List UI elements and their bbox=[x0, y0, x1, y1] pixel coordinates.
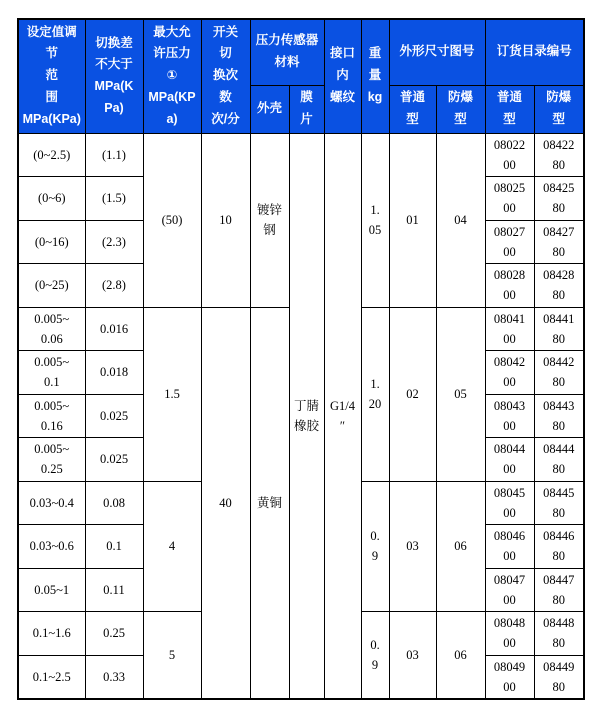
cell-line: 80 bbox=[552, 418, 566, 433]
cell-line: 最大允 bbox=[153, 24, 191, 39]
cell-line: 许压力 bbox=[153, 46, 191, 61]
weight-cell bbox=[361, 481, 389, 612]
cell-line: 内 bbox=[336, 68, 349, 83]
cell-line: 1.5 bbox=[164, 386, 180, 401]
cell-line: 1. bbox=[370, 376, 380, 391]
cell-line: 00 bbox=[503, 505, 516, 520]
cell-line: (0~2.5) bbox=[33, 147, 71, 162]
cell-line: 08442 bbox=[543, 355, 575, 369]
cell-line: 10 bbox=[219, 212, 232, 227]
cell-line: 03 bbox=[406, 647, 419, 662]
cell-line: 04 bbox=[454, 212, 467, 227]
cell-line: 0.05~1 bbox=[34, 582, 70, 597]
cell-line: (2.8) bbox=[102, 278, 126, 293]
thread-cell bbox=[324, 133, 361, 699]
cell-line: 0.1 bbox=[106, 539, 122, 554]
cell-line: 08027 bbox=[493, 224, 526, 239]
catalog-ordinary-cell bbox=[485, 612, 534, 656]
cell-line: 00 bbox=[503, 549, 516, 564]
catalog-ordinary-cell bbox=[485, 177, 534, 221]
switch-frequency-cell bbox=[201, 307, 250, 699]
catalog-explosion-proof-cell bbox=[534, 351, 584, 395]
cell-line: 00 bbox=[503, 157, 516, 172]
cell-line: 0.1~2.5 bbox=[32, 669, 71, 684]
catalog-ordinary-cell bbox=[485, 307, 534, 351]
table-header bbox=[18, 19, 584, 133]
cell-line: 钢 bbox=[263, 223, 276, 237]
range-cell bbox=[18, 655, 85, 699]
cell-line: 05 bbox=[454, 386, 467, 401]
cell-line: 防爆 bbox=[546, 90, 572, 105]
cell-line: 4 bbox=[168, 539, 176, 554]
max-pressure-cell bbox=[143, 481, 201, 612]
cell-line: 0.33 bbox=[103, 669, 125, 684]
header-switching-diff bbox=[85, 19, 143, 133]
cell-line: 外壳 bbox=[256, 101, 282, 116]
weight-cell bbox=[361, 612, 389, 700]
cell-line: 0.005~ bbox=[34, 398, 70, 413]
cell-line: 02 bbox=[406, 386, 419, 401]
cell-line: a) bbox=[166, 112, 178, 127]
catalog-explosion-proof-cell bbox=[534, 394, 584, 438]
cell-line: 普通 bbox=[400, 90, 426, 105]
cell-line: 0.03~0.6 bbox=[29, 539, 74, 554]
header-shell bbox=[250, 85, 289, 133]
cell-line: 03 bbox=[406, 539, 419, 554]
diff-cell bbox=[85, 481, 143, 525]
diaphragm-material-cell bbox=[289, 133, 324, 699]
cell-line: 08025 bbox=[493, 181, 526, 195]
cell-line: kg bbox=[367, 90, 383, 105]
cell-line: 0.025 bbox=[99, 452, 129, 467]
header-dim-explosion-proof bbox=[436, 85, 485, 133]
cell-line: 80 bbox=[552, 244, 566, 259]
range-cell bbox=[18, 220, 85, 264]
max-pressure-cell bbox=[143, 307, 201, 481]
catalog-explosion-proof-cell bbox=[534, 655, 584, 699]
cell-line: 08427 bbox=[543, 224, 575, 239]
cell-line: 次/分 bbox=[211, 112, 240, 127]
cell-line: 0.005~ bbox=[34, 355, 70, 369]
cell-line: 0.16 bbox=[40, 418, 63, 433]
cell-line: 0. bbox=[370, 637, 380, 652]
catalog-explosion-proof-cell bbox=[534, 568, 584, 612]
cell-line: 80 bbox=[552, 636, 566, 651]
cell-line: ① bbox=[166, 68, 178, 83]
diff-cell bbox=[85, 525, 143, 569]
cell-line: 08049 bbox=[493, 659, 526, 674]
dim-explosion-proof-cell bbox=[436, 133, 485, 307]
cell-line: 05 bbox=[368, 223, 382, 237]
catalog-explosion-proof-cell bbox=[534, 525, 584, 569]
cell-line: 换次 bbox=[212, 68, 238, 83]
cell-line: (0~25) bbox=[34, 278, 69, 293]
cell-line: 80 bbox=[552, 375, 566, 390]
cell-line: 08425 bbox=[543, 181, 575, 195]
cell-line: 普通 bbox=[497, 90, 523, 105]
header-weight bbox=[361, 19, 389, 133]
cell-line: MPa(KP bbox=[148, 90, 196, 105]
cell-line: 08443 bbox=[543, 398, 575, 413]
cell-line: 00 bbox=[503, 679, 516, 694]
cell-line: 0.25 bbox=[103, 626, 125, 641]
cell-line: 00 bbox=[503, 375, 516, 390]
diff-cell bbox=[85, 220, 143, 264]
diff-cell bbox=[85, 394, 143, 438]
cell-line: (1.1) bbox=[102, 147, 126, 162]
header-diaphragm bbox=[289, 85, 324, 133]
cell-line: 80 bbox=[552, 679, 566, 694]
cell-line: 螺纹 bbox=[330, 90, 356, 105]
cell-line: 量 bbox=[368, 68, 382, 83]
cell-line: 00 bbox=[503, 244, 516, 259]
cell-line: 0.016 bbox=[99, 321, 129, 336]
cell-line: 08445 bbox=[543, 485, 575, 500]
cell-line: 08422 bbox=[543, 137, 575, 152]
cell-line: 节 bbox=[45, 46, 58, 61]
header-switch-frequency bbox=[201, 19, 250, 133]
cell-line: 范 bbox=[45, 68, 58, 83]
cell-line: 0.1 bbox=[43, 375, 60, 390]
cell-line: 开关 bbox=[212, 24, 238, 39]
cell-line: 重 bbox=[368, 46, 382, 61]
cell-line: 9 bbox=[371, 658, 379, 672]
catalog-ordinary-cell bbox=[485, 220, 534, 264]
cell-line: 订货目录编号 bbox=[496, 44, 572, 59]
catalog-ordinary-cell bbox=[485, 264, 534, 308]
cell-line: 40 bbox=[219, 495, 232, 510]
range-cell bbox=[18, 394, 85, 438]
cell-line: 不大于 bbox=[95, 57, 133, 72]
catalog-explosion-proof-cell bbox=[534, 220, 584, 264]
cell-line: 数 bbox=[219, 90, 232, 105]
range-cell bbox=[18, 481, 85, 525]
cell-line: 08046 bbox=[493, 529, 526, 543]
catalog-ordinary-cell bbox=[485, 394, 534, 438]
header-max-allowed-pressure bbox=[143, 19, 201, 133]
cell-line: 08047 bbox=[493, 572, 526, 587]
weight-cell bbox=[361, 307, 389, 481]
cell-line: 08043 bbox=[493, 398, 526, 413]
cell-line: 80 bbox=[552, 462, 566, 477]
cell-line: 0. bbox=[370, 529, 380, 543]
cell-line: 压力传感器 bbox=[255, 33, 319, 48]
cell-line: 切 bbox=[219, 46, 232, 61]
cell-line: 06 bbox=[454, 539, 467, 554]
cell-line: 08041 bbox=[493, 311, 526, 326]
switch-frequency-cell bbox=[201, 133, 250, 307]
cell-line: 镀锌 bbox=[256, 202, 282, 217]
catalog-ordinary-cell bbox=[485, 568, 534, 612]
catalog-explosion-proof-cell bbox=[534, 264, 584, 308]
cell-line: 08448 bbox=[543, 616, 575, 630]
body-row bbox=[18, 133, 584, 177]
header-cat-explosion-proof bbox=[534, 85, 584, 133]
cell-line: 08028 bbox=[493, 268, 526, 282]
cell-line: 黄铜 bbox=[256, 495, 282, 510]
catalog-explosion-proof-cell bbox=[534, 612, 584, 656]
catalog-explosion-proof-cell bbox=[534, 438, 584, 482]
cell-line: 20 bbox=[368, 397, 382, 411]
cell-line: 08044 bbox=[493, 442, 526, 456]
cell-line: 防爆 bbox=[448, 90, 474, 105]
cell-line: 80 bbox=[552, 331, 566, 346]
cell-line: (0~16) bbox=[34, 234, 69, 249]
cell-line: 08045 bbox=[493, 485, 526, 500]
cell-line: 0.08 bbox=[103, 495, 125, 510]
spec-table bbox=[17, 18, 585, 700]
cell-line: MPa(KPa) bbox=[22, 112, 81, 127]
table-body bbox=[18, 133, 584, 699]
cell-line: 08441 bbox=[543, 311, 575, 326]
cell-line: 丁腈 bbox=[294, 398, 320, 413]
diff-cell bbox=[85, 307, 143, 351]
cell-line: 00 bbox=[503, 201, 516, 216]
cell-line: 08447 bbox=[543, 572, 575, 587]
cell-line: 00 bbox=[503, 288, 516, 303]
catalog-ordinary-cell bbox=[485, 525, 534, 569]
cell-line: 接口 bbox=[330, 46, 356, 61]
header-setting-range bbox=[18, 19, 85, 133]
cell-line: 设定值调 bbox=[26, 24, 77, 39]
range-cell bbox=[18, 438, 85, 482]
header-port-thread bbox=[324, 19, 361, 133]
cell-line: 外形尺寸图号 bbox=[399, 44, 475, 59]
cell-line: 片 bbox=[300, 112, 313, 126]
header-dim-ordinary bbox=[389, 85, 436, 133]
diff-cell bbox=[85, 264, 143, 308]
cell-line: 0.005~ bbox=[34, 311, 70, 326]
cell-line: 1. bbox=[370, 202, 380, 217]
shell-material-cell bbox=[250, 133, 289, 307]
cell-line: 08048 bbox=[493, 616, 526, 630]
cell-line: 0.03~0.4 bbox=[29, 495, 74, 510]
cell-line: 围 bbox=[45, 90, 58, 105]
catalog-ordinary-cell bbox=[485, 351, 534, 395]
cell-line: MPa(K bbox=[94, 79, 134, 94]
cell-line: 型 bbox=[406, 112, 419, 126]
cell-line: 08428 bbox=[543, 268, 575, 282]
cell-line: 膜 bbox=[300, 90, 313, 105]
header-dimension-drawing bbox=[389, 19, 485, 85]
diff-cell bbox=[85, 568, 143, 612]
cell-line: (2.3) bbox=[102, 234, 126, 249]
cell-line: 01 bbox=[406, 212, 419, 227]
diff-cell bbox=[85, 612, 143, 656]
max-pressure-cell bbox=[143, 612, 201, 700]
cell-line: 0.025 bbox=[99, 408, 129, 423]
cell-line: 08449 bbox=[543, 659, 575, 674]
shell-material-cell bbox=[250, 307, 289, 699]
cell-line: (0~6) bbox=[37, 191, 66, 206]
range-cell bbox=[18, 525, 85, 569]
cell-line: 00 bbox=[503, 331, 516, 346]
header-cat-ordinary bbox=[485, 85, 534, 133]
diff-cell bbox=[85, 177, 143, 221]
dim-explosion-proof-cell bbox=[436, 612, 485, 700]
catalog-explosion-proof-cell bbox=[534, 133, 584, 177]
cell-line: 00 bbox=[503, 462, 516, 477]
catalog-explosion-proof-cell bbox=[534, 307, 584, 351]
cell-line: 80 bbox=[552, 157, 566, 172]
cell-line: 80 bbox=[552, 288, 566, 303]
max-pressure-cell bbox=[143, 133, 201, 307]
range-cell bbox=[18, 351, 85, 395]
range-cell bbox=[18, 612, 85, 656]
catalog-ordinary-cell bbox=[485, 133, 534, 177]
cell-line: 08446 bbox=[543, 529, 575, 543]
cell-line: 0.25 bbox=[40, 462, 63, 477]
cell-line: 0.11 bbox=[103, 582, 125, 597]
cell-line: 08042 bbox=[493, 355, 526, 369]
dim-explosion-proof-cell bbox=[436, 307, 485, 481]
dim-ordinary-cell bbox=[389, 307, 436, 481]
header-sensor-material bbox=[250, 19, 324, 85]
cell-line: ″ bbox=[339, 418, 346, 433]
cell-line: (1.5) bbox=[102, 191, 126, 206]
cell-line: 型 bbox=[454, 112, 467, 126]
diff-cell bbox=[85, 655, 143, 699]
range-cell bbox=[18, 264, 85, 308]
cell-line: 80 bbox=[552, 505, 566, 520]
cell-line: 型 bbox=[503, 112, 516, 126]
cell-line: G1/4 bbox=[330, 398, 356, 413]
cell-line: 08022 bbox=[493, 137, 526, 152]
cell-line: 9 bbox=[371, 549, 379, 564]
cell-line: 0.018 bbox=[99, 365, 129, 380]
cell-line: 06 bbox=[454, 647, 467, 662]
diff-cell bbox=[85, 351, 143, 395]
cell-line: 08444 bbox=[543, 442, 575, 456]
cell-line: (50) bbox=[161, 212, 183, 227]
cell-line: 00 bbox=[503, 418, 516, 433]
catalog-explosion-proof-cell bbox=[534, 481, 584, 525]
range-cell bbox=[18, 307, 85, 351]
cell-line: 00 bbox=[503, 636, 516, 651]
cell-line: 0.005~ bbox=[34, 442, 70, 456]
cell-line: 00 bbox=[503, 592, 516, 607]
dim-ordinary-cell bbox=[389, 612, 436, 700]
catalog-explosion-proof-cell bbox=[534, 177, 584, 221]
dim-explosion-proof-cell bbox=[436, 481, 485, 612]
header-row bbox=[18, 19, 584, 85]
range-cell bbox=[18, 568, 85, 612]
catalog-ordinary-cell bbox=[485, 481, 534, 525]
catalog-ordinary-cell bbox=[485, 438, 534, 482]
cell-line: 80 bbox=[552, 592, 566, 607]
cell-line: 80 bbox=[552, 201, 566, 216]
cell-line: 型 bbox=[552, 112, 566, 126]
cell-line: 0.06 bbox=[40, 331, 63, 346]
cell-line: 材料 bbox=[274, 55, 300, 70]
cell-line: Pa) bbox=[104, 101, 124, 116]
catalog-ordinary-cell bbox=[485, 655, 534, 699]
diff-cell bbox=[85, 133, 143, 177]
weight-cell bbox=[361, 133, 389, 307]
dim-ordinary-cell bbox=[389, 133, 436, 307]
range-cell bbox=[18, 133, 85, 177]
diff-cell bbox=[85, 438, 143, 482]
cell-line: 切换差 bbox=[95, 35, 133, 50]
cell-line: 5 bbox=[168, 647, 176, 662]
range-cell bbox=[18, 177, 85, 221]
header-catalog-number bbox=[485, 19, 584, 85]
cell-line: 80 bbox=[552, 549, 566, 564]
cell-line: 橡胶 bbox=[294, 418, 320, 433]
cell-line: 0.1~1.6 bbox=[32, 626, 71, 641]
dim-ordinary-cell bbox=[389, 481, 436, 612]
